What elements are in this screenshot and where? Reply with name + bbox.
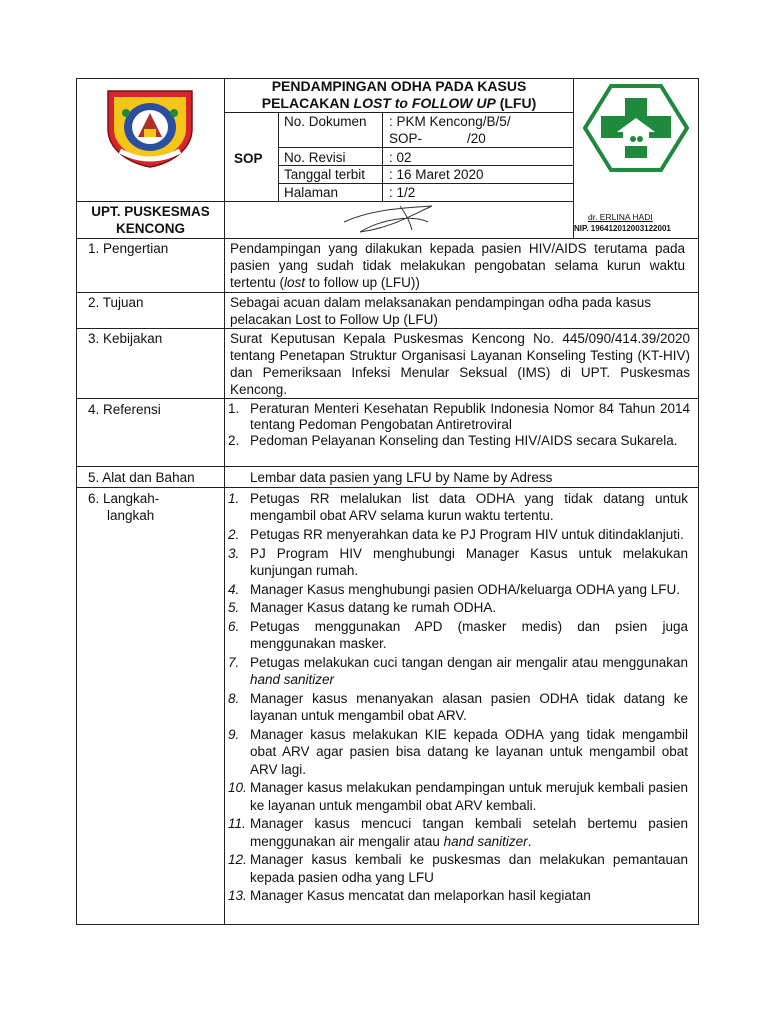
section-divider — [76, 466, 699, 467]
right-logo-divider — [573, 78, 574, 238]
referensi-items — [228, 401, 690, 449]
item-number: 13. — [228, 888, 247, 904]
title-line-2 — [226, 95, 572, 112]
item-text: Manager Kasus datang ke rumah ODHA. — [250, 600, 497, 616]
item-text: Petugas RR menyerahkan data ke PJ Program HIV untuk ditindaklanjuti. — [250, 526, 684, 542]
signer-nip: NIP. 196412012003122001 — [574, 224, 671, 233]
langkah-item — [228, 726, 688, 778]
halaman-label: Halaman — [284, 185, 339, 200]
item-text: Manager Kasus menghubungi pasien ODHA/keluarga ODHA yang LFU. — [250, 581, 680, 597]
langkah-item — [228, 545, 688, 580]
section-text-tujuan: Sebagai acuan dalam melaksanakan pendampingan odha pada kasus pelacakan Lost to Follow Up (LFU) — [230, 295, 652, 327]
item-number: 9. — [228, 726, 240, 742]
section-text-kebijakan: Surat Keputusan Kepala Puskesmas Kencong No. 445/090/414.39/2020 tentang Penetapan Struktur Organisasi Layanan Konseling Testing (KT-HIV) dan Pemeriksaan Infeksi Menular Seksual (IMS) di UPT. Puskesmas Kencong. — [230, 331, 690, 397]
item-text: Manager kasus menanyakan alasan pasien ODHA tidak datang ke layanan untuk mengambil obat ARV. — [250, 691, 688, 724]
item-text: Manager kasus melakukan KIE kepada ODHA yang tidak mengambil obat ARV agar pasien bisa datang ke layanan untuk mengambil obat ARV lagi. — [250, 726, 688, 777]
item-text: Manager kasus mencuci tangan kembali setelah bertemu pasien menggunakan air mengalir atau — [250, 816, 688, 849]
organization-name — [78, 203, 223, 237]
text-part: to follow up (LFU)) — [305, 275, 420, 290]
langkah-item — [228, 887, 688, 904]
section-divider — [76, 398, 699, 399]
title-part: (LFU) — [495, 95, 537, 111]
item-number: 11. — [228, 816, 246, 832]
item-number: 5. — [228, 600, 240, 616]
title-part: PELACAKAN — [261, 95, 354, 111]
sop-label: SOP — [234, 151, 263, 166]
section-label-referensi: 4. Referensi — [88, 402, 161, 417]
langkah-item — [228, 851, 688, 886]
item-text-italic: hand sanitizer — [443, 833, 528, 849]
langkah-item — [228, 581, 688, 598]
item-text: Pedoman Pelayanan Konseling dan Testing HIV/AIDS secara Sukarela. — [250, 433, 678, 448]
item-text: Petugas menggunakan APD (masker medis) dan psien juga menggunakan masker. — [250, 619, 688, 652]
label-line: 6. Langkah- — [88, 491, 160, 506]
item-text-end: . — [527, 833, 532, 849]
item-number: 8. — [228, 691, 240, 706]
langkah-item — [228, 690, 688, 725]
langkah-item — [228, 779, 688, 814]
item-text: Petugas RR melalukan list data ODHA yang tidak datang untuk mengambil obat ARV selama kurun waktu tertentu. — [250, 491, 688, 524]
langkah-item — [228, 490, 688, 525]
langkah-item — [228, 526, 688, 543]
item-number: 2. — [228, 433, 240, 448]
item-text: Manager Kasus mencatat dan melaporkan hasil kegiatan — [250, 888, 591, 904]
section-divider — [76, 487, 699, 488]
text-part: Pendampingan yang dilakukan kepada pasien HIV/AIDS terutama pada pasien yang sudah tidak melakukan pengobatan selama kurun waktu tertentu ( — [230, 241, 685, 290]
signer-name: dr. ERLINA HADI — [588, 212, 653, 222]
no-revisi-label: No. Revisi — [284, 150, 346, 165]
no-dokumen-value-line: SOP- /20 — [389, 131, 486, 146]
referensi-list — [228, 401, 690, 449]
header-divider — [76, 201, 574, 202]
jember-regency-logo — [102, 85, 198, 169]
section-label-langkah — [88, 490, 159, 524]
langkah-item — [228, 654, 688, 689]
item-text: Peraturan Menteri Kesehatan Republik Indonesia Nomor 84 Tahun 2014 tentang Pedoman Pengobatan Antiretroviral — [250, 401, 690, 432]
section-label-tujuan: 2. Tujuan — [88, 295, 144, 310]
section-label-kebijakan: 3. Kebijakan — [88, 331, 163, 346]
halaman-value: : 1/2 — [389, 185, 416, 200]
title-line-1: PENDAMPINGAN ODHA PADA KASUS — [271, 78, 527, 94]
sop-divider — [278, 112, 279, 201]
langkah-item — [228, 618, 688, 653]
langkah-item — [228, 599, 688, 616]
column-divider — [224, 78, 225, 925]
org-line-2: KENCONG — [115, 221, 185, 236]
langkah-item — [228, 815, 688, 850]
no-revisi-value: : 02 — [389, 150, 412, 165]
referensi-item — [228, 401, 690, 433]
puskesmas-logo — [583, 84, 689, 172]
signature-mark — [340, 200, 440, 238]
item-number: 4. — [228, 581, 240, 597]
section-divider — [76, 292, 699, 293]
section-label-alat: 5. Alat dan Bahan — [88, 470, 195, 485]
item-number: 10. — [228, 780, 247, 796]
langkah-items — [228, 490, 688, 905]
item-text-italic: hand sanitizer — [250, 672, 335, 688]
referensi-item — [228, 433, 690, 449]
meta-row-line — [278, 147, 574, 148]
header-divider-2 — [76, 238, 699, 239]
item-text: PJ Program HIV menghubungi Manager Kasus untuk melakukan kunjungan rumah. — [250, 545, 688, 578]
item-text: Petugas melakukan cuci tangan dengan air mengalir atau menggunakan — [250, 655, 688, 671]
langkah-list — [228, 490, 688, 906]
item-number: 1. — [228, 401, 240, 416]
meta-col-line — [382, 112, 383, 201]
org-line-1: UPT. PUSKESMAS — [91, 204, 210, 219]
item-number: 1. — [228, 491, 240, 506]
section-text-alat: Lembar data pasien yang LFU by Name by Adress — [250, 470, 553, 485]
label-line: langkah — [107, 508, 155, 523]
document-title — [226, 78, 572, 112]
tanggal-terbit-label: Tanggal terbit — [284, 167, 366, 182]
tanggal-terbit-value: : 16 Maret 2020 — [389, 167, 484, 182]
section-label-pengertian: 1. Pengertian — [88, 241, 169, 256]
no-dokumen-value-line: : PKM Kencong/B/5/ — [389, 114, 511, 129]
item-text: Manager kasus kembali ke puskesmas dan melakukan pemantauan kepada pasien odha yang LFU — [250, 852, 688, 885]
section-text-pengertian — [230, 240, 685, 291]
item-text: Manager kasus melakukan pendampingan untuk merujuk kembali pasien ke layanan untuk mengambil obat ARV kembali. — [250, 780, 688, 813]
no-dokumen-label: No. Dokumen — [284, 114, 367, 129]
text-part-italic: lost — [284, 275, 306, 290]
item-number: 6. — [228, 619, 240, 635]
no-dokumen-value — [389, 113, 511, 147]
title-part-italic: LOST to FOLLOW UP — [353, 95, 496, 111]
item-number: 7. — [228, 655, 240, 671]
item-number: 12. — [228, 852, 247, 868]
item-number: 3. — [228, 545, 240, 561]
item-number: 2. — [228, 526, 240, 542]
section-divider — [76, 328, 699, 329]
